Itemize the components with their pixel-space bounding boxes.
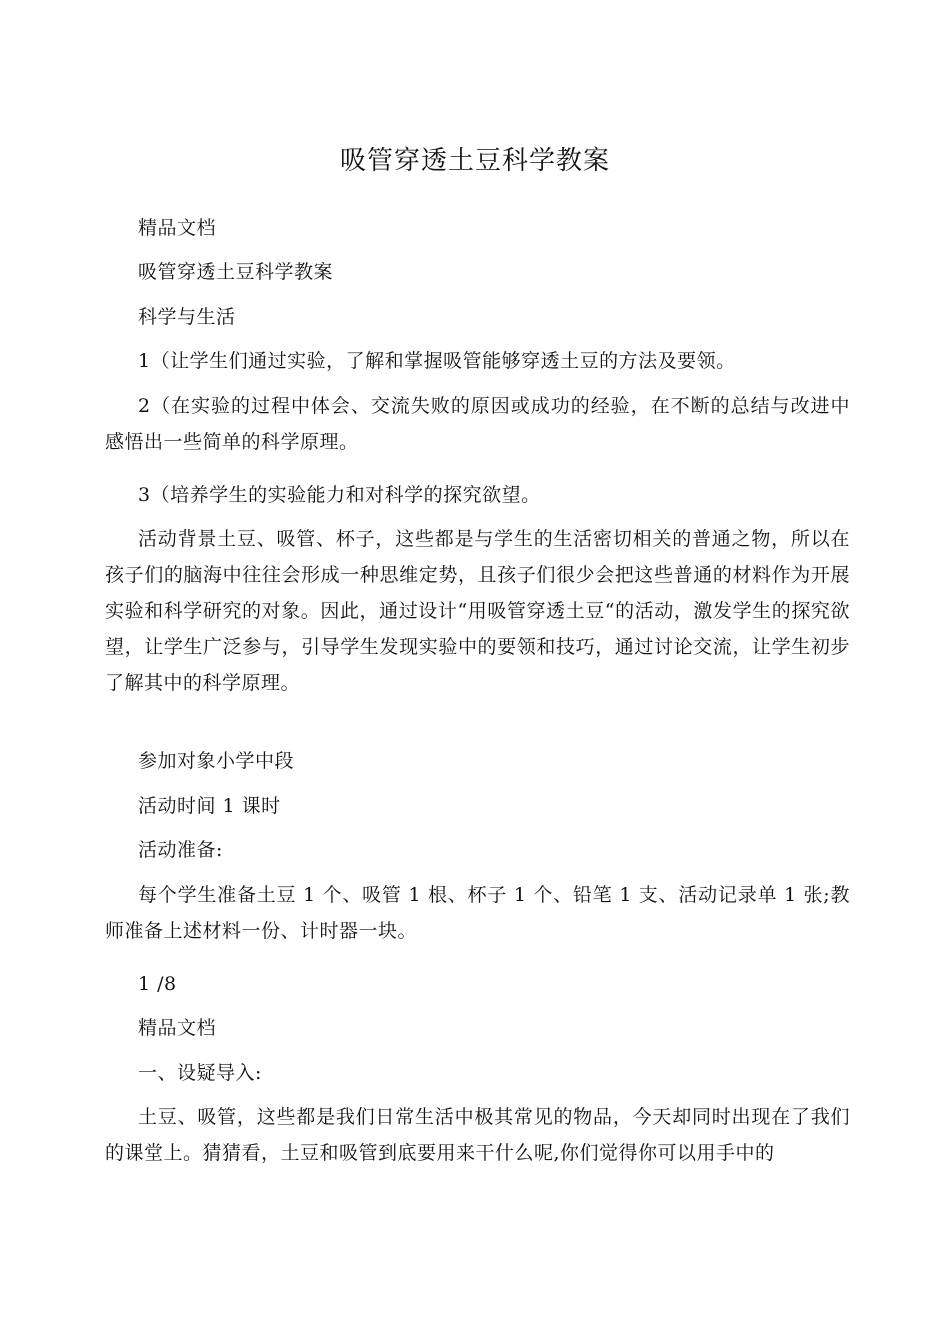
category-paragraph: 科学与生活 [138,306,236,328]
duration-paragraph: 活动时间 1 课时 [138,795,281,817]
goal-3-paragraph: 3（培养学生的实验能力和对科学的探究欲望。 [138,484,541,506]
subtitle-paragraph: 吸管穿透土豆科学教案 [138,261,334,283]
header-label-page-2: 精品文档 [138,1017,217,1039]
background-paragraph: 活动背景土豆、吸管、杯子，这些都是与学生的生活密切相关的普通之物，所以在孩子们的脑海中往往会形成一种思维定势，且孩子们很少会把这些普通的材料作为开展实验和科学研究的对象。因此，通过设计“用吸管穿透土豆“的活动，激发学生的探究欲望，让学生广泛参与，引导学生发现实验中的要领和技巧，通过讨论交流，让学生初步了解其中的科学原理。 [105,528,850,694]
audience-paragraph: 参加对象小学中段 [138,750,295,772]
goal-2-paragraph: 2（在实验的过程中体会、交流失败的原因或成功的经验，在不断的总结与改进中感悟出一些简单的科学原理。 [105,395,850,453]
section-heading-intro: 一、设疑导入: [138,1062,262,1084]
document-title: 吸管穿透土豆科学教案 [339,146,610,176]
preparation-heading: 活动准备: [138,839,223,861]
page-number: 1 /8 [138,973,177,995]
goal-1-paragraph: 1（让学生们通过实验，了解和掌握吸管能够穿透土豆的方法及要领。 [138,350,736,372]
materials-paragraph: 每个学生准备土豆 1 个、吸管 1 根、杯子 1 个、铅笔 1 支、活动记录单 1 张;教师准备上述材料一份、计时器一块。 [105,884,850,942]
intro-paragraph: 土豆、吸管，这些都是我们日常生活中极其常见的物品，今天却同时出现在了我们的课堂上。猜猜看，土豆和吸管到底要用来干什么呢,你们觉得你可以用手中的 [105,1106,850,1164]
header-label: 精品文档 [138,217,217,239]
